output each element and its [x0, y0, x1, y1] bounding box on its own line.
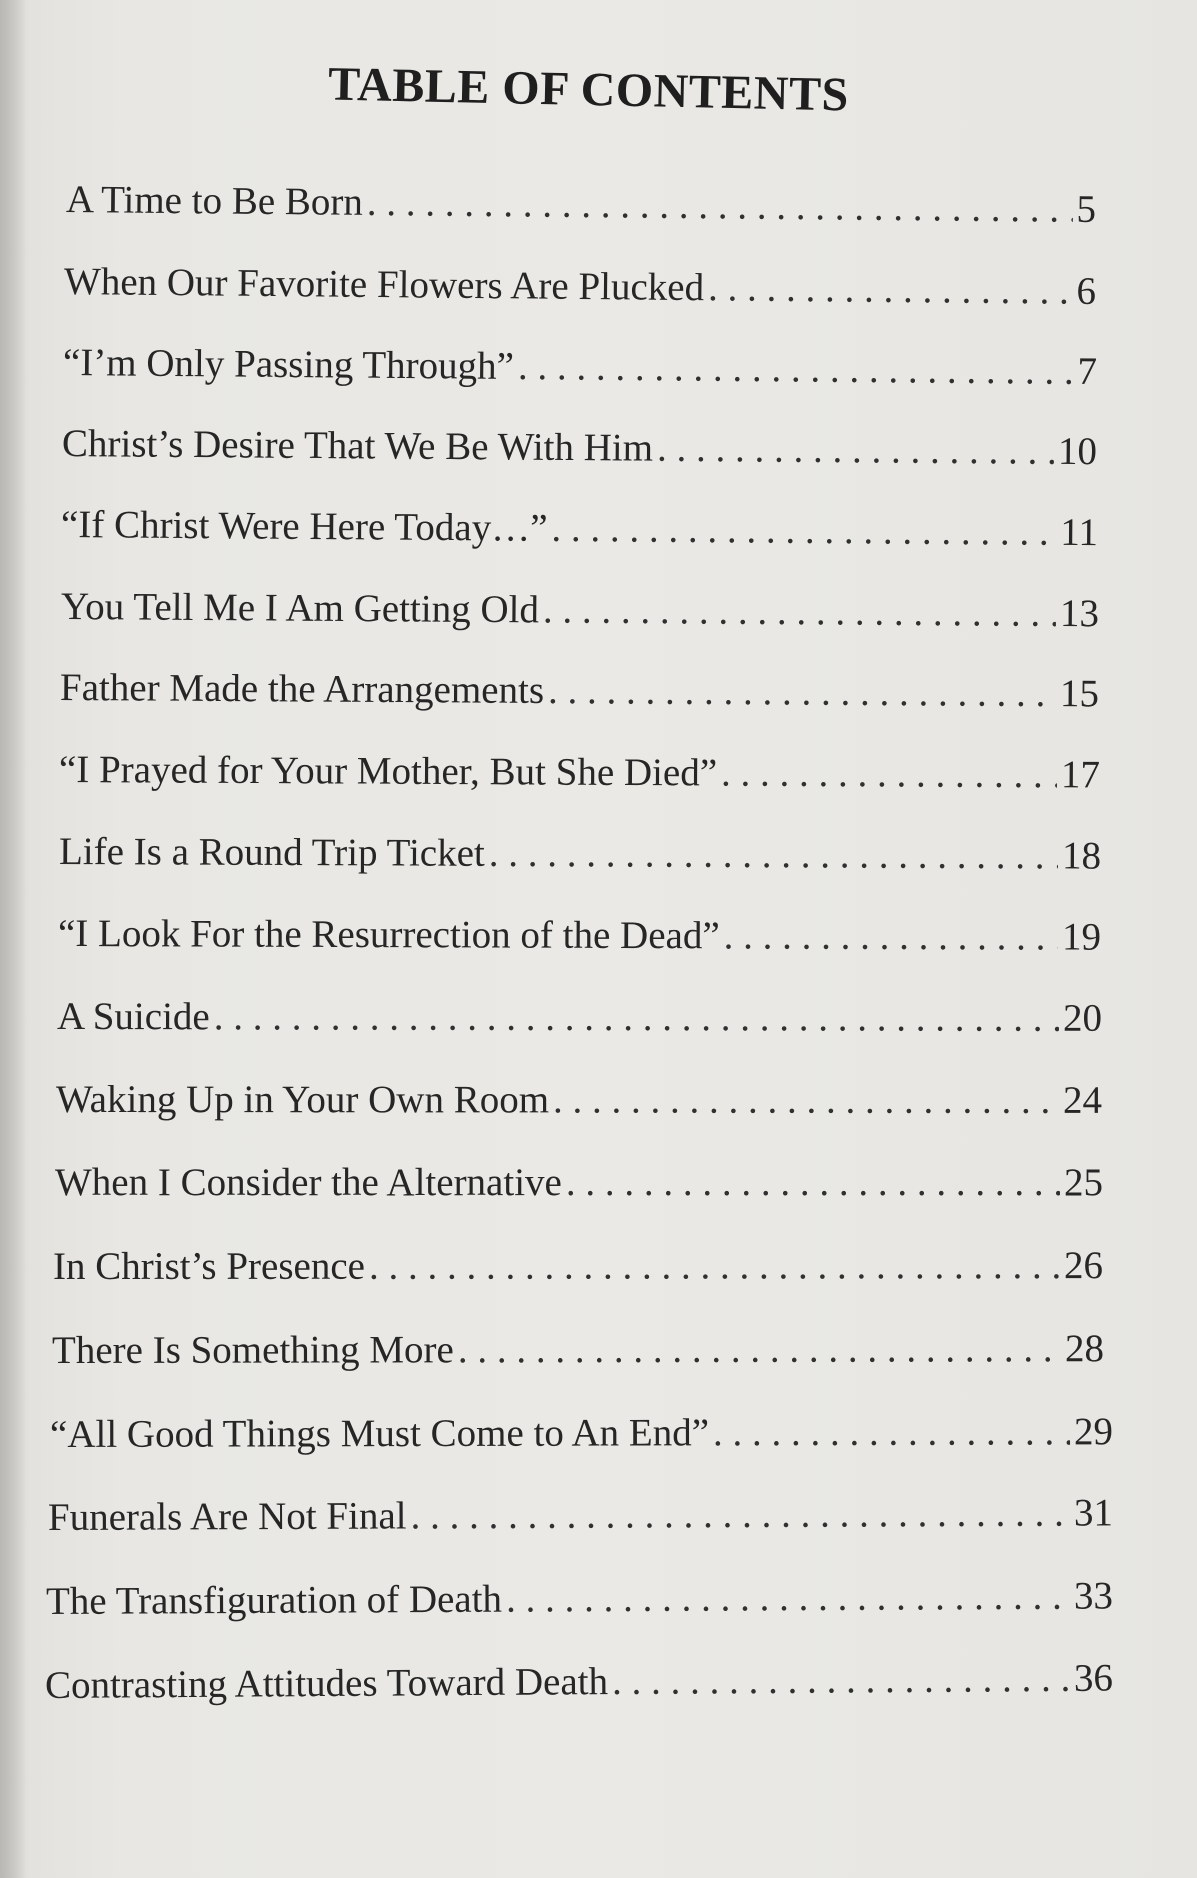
- toc-entry-page: 31: [1073, 1491, 1114, 1535]
- toc-leader-dots: [548, 667, 1056, 718]
- toc-leader-dots: [410, 1490, 1070, 1541]
- toc-entry-title: Father Made the Arrangements: [59, 666, 545, 712]
- toc-entry: [59, 746, 1100, 799]
- toc-entry-title: “If Christ Were Here Today…”: [60, 503, 548, 550]
- toc-entry-page: 26: [1063, 1244, 1104, 1288]
- toc-entry-page: 5: [1076, 187, 1097, 231]
- toc-entry-page: 10: [1057, 429, 1098, 474]
- toc-entry-title: Christ’s Desire That We Be With Him: [61, 422, 654, 470]
- toc-entry: [45, 1655, 1113, 1710]
- toc-leader-dots: [551, 505, 1056, 557]
- toc-entry: [64, 258, 1096, 316]
- toc-entry: [50, 1408, 1113, 1459]
- toc-entry-page: 7: [1077, 349, 1098, 394]
- toc-entry: [60, 664, 1099, 718]
- toc-entry-page: 29: [1073, 1410, 1114, 1454]
- toc-entry-page: 11: [1060, 510, 1099, 555]
- page-title: TABLE OF CONTENTS: [327, 57, 850, 122]
- toc-entry-title: A Time to Be Born: [65, 178, 364, 224]
- toc-entry-title: When I Consider the Alternative: [55, 1161, 562, 1204]
- toc-entry-title: A Suicide: [56, 995, 210, 1039]
- toc-entry: [59, 828, 1101, 881]
- toc-entry-title: Waking Up in Your Own Room: [55, 1078, 550, 1122]
- toc-entry: [61, 583, 1099, 638]
- toc-leader-dots: [518, 343, 1074, 396]
- toc-entry: [58, 910, 1101, 962]
- toc-entry: [55, 1159, 1103, 1207]
- toc-entry: [57, 993, 1102, 1043]
- toc-entry-title: “I’m Only Passing Through”: [62, 341, 515, 388]
- toc-entry: [66, 176, 1096, 234]
- toc-leader-dots: [708, 264, 1073, 315]
- toc-entry-title: In Christ’s Presence: [52, 1244, 365, 1288]
- toc-entry-page: 17: [1060, 753, 1101, 797]
- toc-entry-title: The Transfiguration of Death: [45, 1577, 503, 1623]
- toc-entry-page: 33: [1073, 1574, 1114, 1618]
- toc-entry: [63, 339, 1097, 396]
- toc-entry-page: 20: [1062, 996, 1103, 1040]
- toc-leader-dots: [657, 425, 1054, 476]
- toc-entry: [46, 1572, 1113, 1626]
- toc-entry-page: 28: [1064, 1327, 1105, 1371]
- toc-entry: [52, 1325, 1104, 1375]
- toc-entry-title: “I Look For the Resurrection of the Dead”: [57, 912, 720, 958]
- toc-leader-dots: [369, 1242, 1060, 1291]
- toc-leader-dots: [724, 912, 1058, 961]
- toc-leader-dots: [506, 1573, 1070, 1624]
- toc-entry-title: You Tell Me I Am Getting Old: [60, 585, 540, 632]
- toc-leader-dots: [566, 1159, 1060, 1207]
- toc-entry: [56, 1076, 1102, 1125]
- toc-leader-dots: [458, 1325, 1061, 1374]
- toc-entry-title: When Our Favorite Flowers Are Plucked: [63, 260, 705, 310]
- toc-leader-dots: [543, 586, 1056, 638]
- toc-entry-page: 24: [1062, 1078, 1103, 1122]
- toc-leader-dots: [553, 1076, 1059, 1124]
- toc-entry-page: 18: [1061, 834, 1102, 878]
- toc-leader-dots: [214, 993, 1059, 1042]
- toc-entry-page: 15: [1059, 672, 1100, 716]
- toc-entry-page: 36: [1073, 1656, 1114, 1700]
- toc-leader-dots: [489, 830, 1058, 880]
- toc-entry-page: 25: [1064, 1161, 1103, 1204]
- toc-entry-title: “All Good Things Must Come to An End”: [49, 1411, 710, 1456]
- toc-leader-dots: [367, 179, 1073, 234]
- toc-leader-dots: [713, 1408, 1070, 1457]
- toc-entry-page: 13: [1059, 591, 1100, 636]
- toc-entry-title: There Is Something More: [51, 1328, 454, 1372]
- toc-entry: [62, 420, 1097, 476]
- toc-entry: [53, 1242, 1103, 1291]
- toc-leader-dots: [612, 1655, 1070, 1706]
- toc-entry-title: Life Is a Round Trip Ticket: [58, 830, 485, 875]
- toc-entry-page: 19: [1061, 915, 1102, 959]
- toc-entry: [61, 501, 1098, 557]
- toc-entry-title: “I Prayed for Your Mother, But She Died”: [58, 748, 718, 795]
- toc-leader-dots: [721, 749, 1057, 799]
- toc-entry-title: Contrasting Attitudes Toward Death: [44, 1660, 609, 1707]
- toc-entry-page: 6: [1076, 269, 1097, 313]
- toc-entry: [48, 1489, 1113, 1542]
- toc-entry-title: Funerals Are Not Final: [47, 1494, 407, 1539]
